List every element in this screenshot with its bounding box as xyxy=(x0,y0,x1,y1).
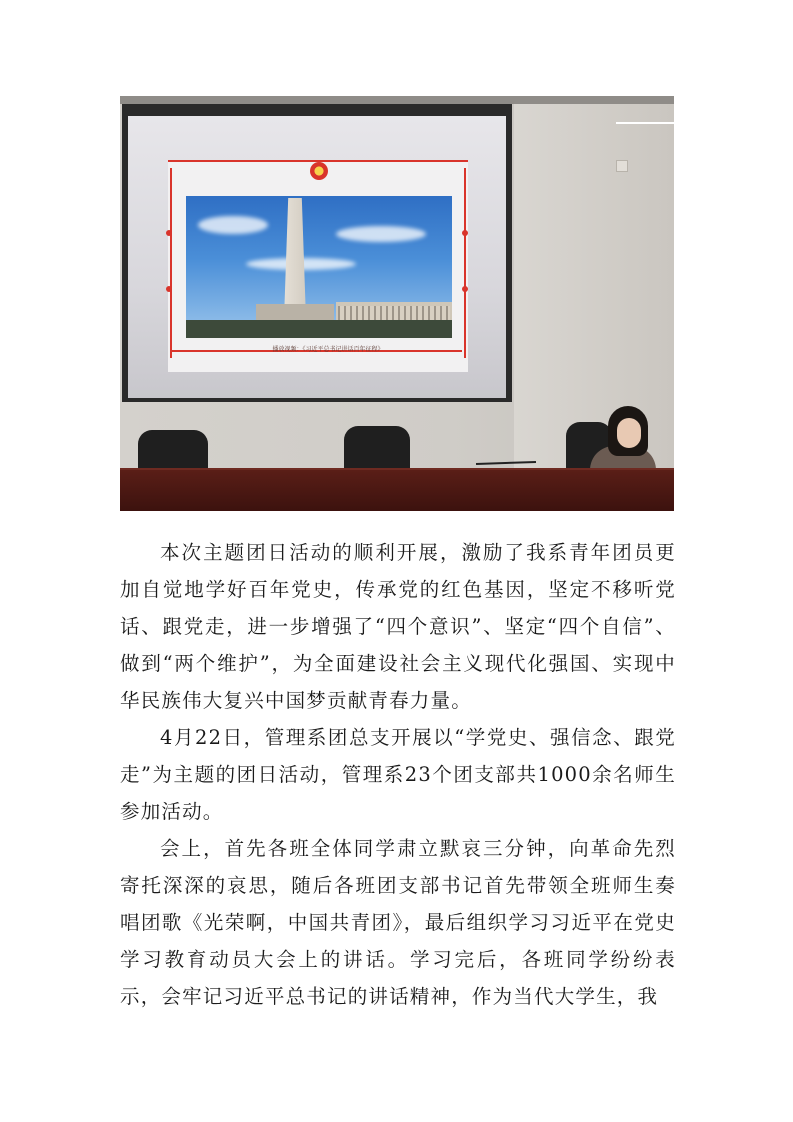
light-switch xyxy=(616,160,628,172)
slide-left-line xyxy=(170,168,172,358)
wall-trim xyxy=(616,122,674,124)
slide-photo-sky xyxy=(186,196,452,338)
projector-screen xyxy=(128,116,506,398)
presentation-slide xyxy=(168,160,468,372)
party-emblem-icon xyxy=(310,162,328,180)
slide-right-line xyxy=(464,168,466,358)
paragraph: 本次主题团日活动的顺利开展，激励了我系青年团员更加自觉地学好百年党史，传承党的红色基因，坚定不移听党话、跟党走，进一步增强了“四个意识”、坚定“四个自信”、做到“两个维护”，为全面建设社会主义现代化强国、实现中华民族伟大复兴中国梦贡献青春力量。 xyxy=(120,541,676,712)
right-wall xyxy=(514,96,674,476)
slide-right-dot xyxy=(462,230,468,236)
treeline xyxy=(186,320,452,338)
cloud xyxy=(198,216,268,234)
ceiling xyxy=(120,96,674,104)
slide-right-dot xyxy=(462,286,468,292)
person-face xyxy=(617,418,641,448)
slide-caption: 播放视频：《习近平总书记讲话百年征程》 xyxy=(272,346,384,353)
slide-left-dot xyxy=(166,230,172,236)
conference-table xyxy=(120,470,674,511)
projector-screen-frame xyxy=(122,104,512,402)
chair xyxy=(344,426,410,474)
paragraph: 会上，首先各班全体同学肃立默哀三分钟，向革命先烈寄托深深的哀思，随后各班团支部书记首先带领全班师生奏唱团歌《光荣啊，中国共青团》，最后组织学习习近平在党史学习教育动员大会上的讲话。学习完后，各班同学纷纷表示，会牢记习近平总书记的讲话精神，作为当代大学生，我 xyxy=(120,837,676,1008)
monument xyxy=(278,198,312,316)
great-hall-columns xyxy=(338,306,450,320)
slide-left-dot xyxy=(166,286,172,292)
paragraph: 4月22日，管理系团总支开展以“学党史、强信念、跟党走”为主题的团日活动，管理系23个团支部共1000余名师生参加活动。 xyxy=(120,726,676,823)
meeting-photo xyxy=(120,96,674,511)
cloud xyxy=(336,226,426,242)
